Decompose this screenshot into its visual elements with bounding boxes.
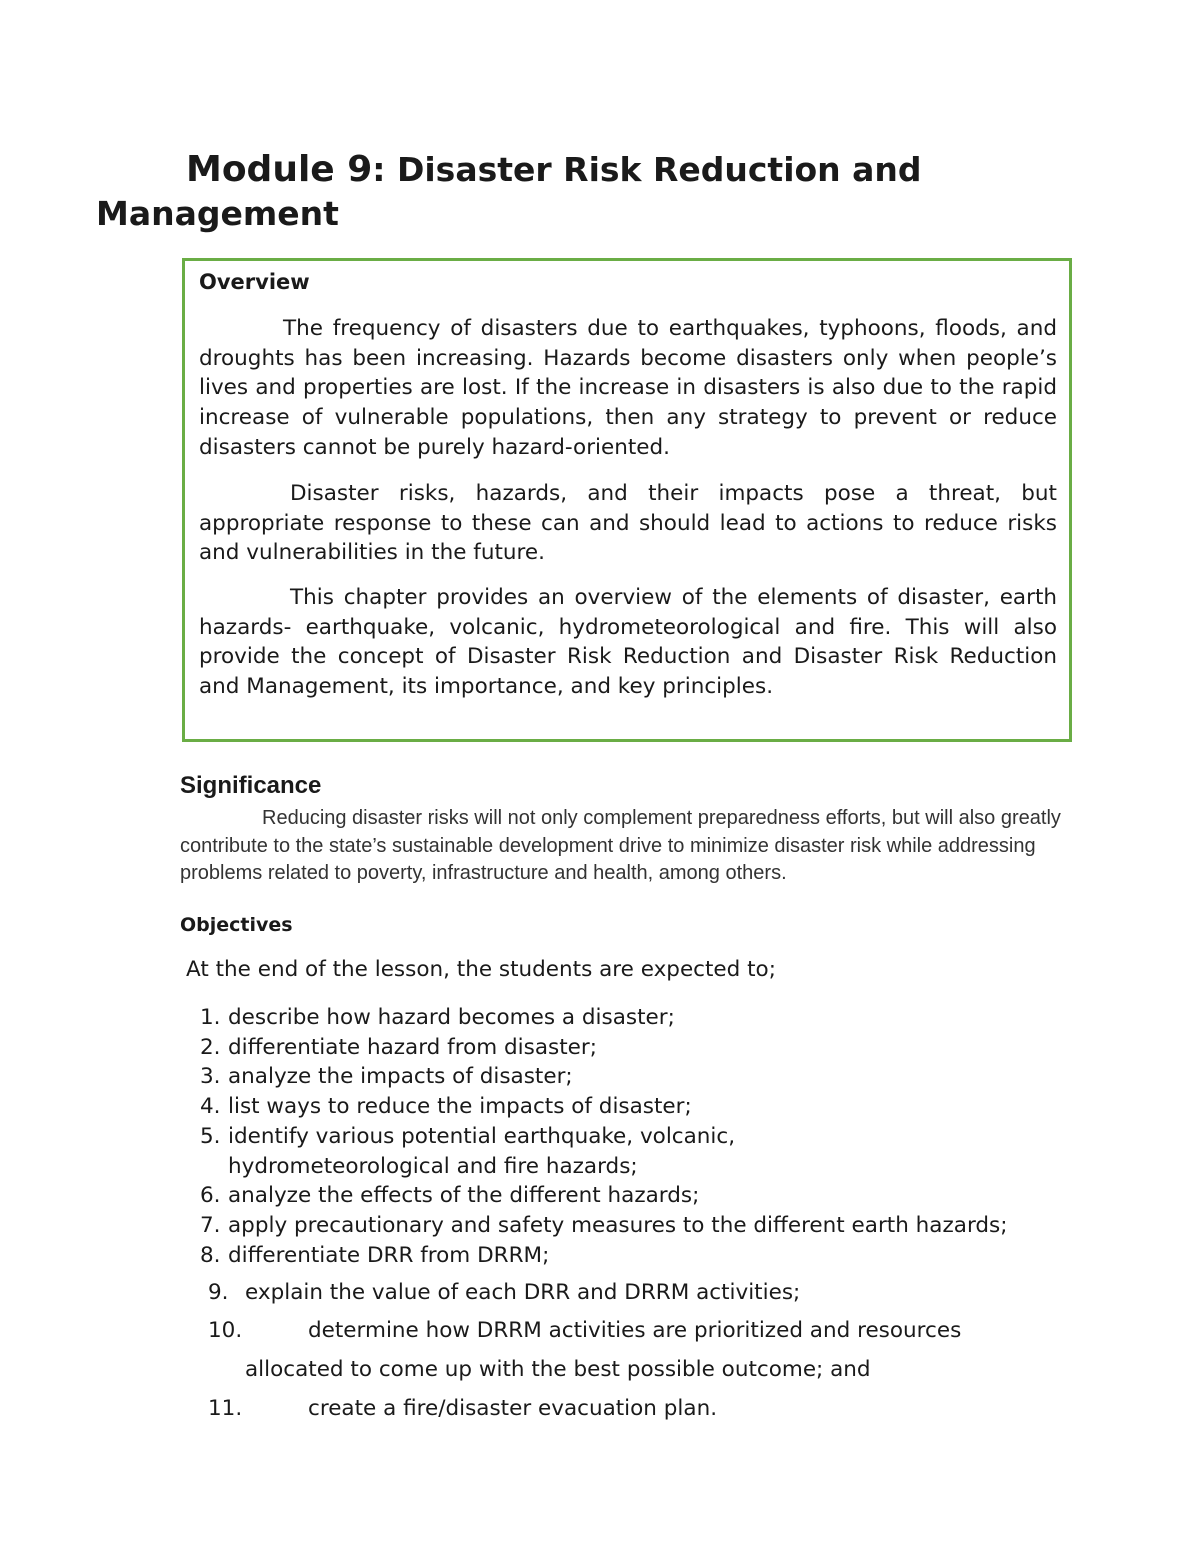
item-number: 1.: [200, 1005, 221, 1030]
item-text: apply precautionary and safety measures to the different earth hazards;: [228, 1212, 1008, 1238]
objectives-heading: Objectives: [180, 914, 293, 936]
list-item: [200, 1122, 1100, 1181]
item-number: 10.: [208, 1318, 243, 1343]
objective-item-11: [208, 1395, 717, 1423]
list-item: [200, 1211, 1100, 1241]
item-number: 4.: [200, 1094, 221, 1120]
module-label: Module 9: [186, 149, 373, 190]
list-item: [200, 1241, 1100, 1271]
list-item: [200, 1003, 1100, 1033]
item-text: describe how hazard becomes a disaster;: [228, 1005, 675, 1030]
item-text: determine how DRRM activities are prioritized and resources: [308, 1318, 962, 1343]
item-text: differentiate hazard from disaster;: [228, 1034, 597, 1060]
item-number: 11.: [208, 1396, 243, 1421]
title-line-2: Management: [96, 194, 339, 233]
list-item: [200, 1033, 1100, 1063]
item-text: differentiate DRR from DRRM;: [228, 1242, 550, 1268]
item-text: create a fire/disaster evacuation plan.: [308, 1396, 718, 1421]
objective-item-10-continued: [245, 1356, 871, 1384]
title-rest: : Disaster Risk Reduction and: [372, 150, 922, 189]
item-number: 6.: [200, 1183, 221, 1209]
item-text: identify various potential earthquake, volcanic, hydrometeorological and fire hazards;: [228, 1123, 736, 1179]
significance-text: Reducing disaster risks will not only complement preparedness efforts, but will also greatly contribute to the state’s sustainable development drive to minimize disaster risk while addressing problems related to poverty, infrastructure and health, among others.: [180, 807, 1061, 884]
significance-heading: Significance: [180, 772, 322, 799]
list-item: [200, 1181, 1100, 1211]
page-title: [96, 148, 1096, 236]
objectives-intro: At the end of the lesson, the students are expected to;: [186, 957, 776, 982]
overview-heading: Overview: [199, 270, 310, 294]
list-item: [200, 1062, 1100, 1092]
item-text: list ways to reduce the impacts of disaster;: [228, 1094, 692, 1120]
item-number: 5.: [200, 1123, 221, 1149]
item-number: 8.: [200, 1242, 221, 1268]
list-item: [200, 1092, 1100, 1122]
objective-item-10: [208, 1317, 961, 1345]
item-number: 3.: [200, 1064, 221, 1090]
item-number: 7.: [200, 1212, 221, 1238]
item-text: explain the value of each DRR and DRRM activities;: [245, 1280, 801, 1305]
item-text: analyze the impacts of disaster;: [228, 1064, 573, 1090]
objectives-list: [200, 1003, 1100, 1270]
overview-paragraph-2: Disaster risks, hazards, and their impacts pose a threat, but appropriate response to these can and should lead to actions to reduce risks and vulnerabilities in the future.: [199, 481, 1057, 566]
item-number: 9.: [208, 1280, 229, 1305]
item-text: allocated to come up with the best possible outcome; and: [245, 1357, 871, 1382]
overview-paragraph-1: The frequency of disasters due to earthquakes, typhoons, floods, and droughts has been increasing. Hazards become disasters only when people’s lives and properties are lost. If the increase in disasters is also due to the rapid increase of vulnerable populations, then any strategy to prevent or reduce disasters cannot be purely hazard-oriented.: [199, 316, 1057, 460]
item-text: analyze the effects of the different hazards;: [228, 1183, 700, 1209]
overview-paragraph-3: This chapter provides an overview of the elements of disaster, earth hazards- earthquake, volcanic, hydrometeorological and fire. This will also provide the concept of Disaster Risk Reduction and Disaster Risk Reduction and Management, its importance, and key principles.: [199, 585, 1057, 700]
item-number: 2.: [200, 1034, 221, 1060]
objective-item-9: [208, 1279, 800, 1307]
